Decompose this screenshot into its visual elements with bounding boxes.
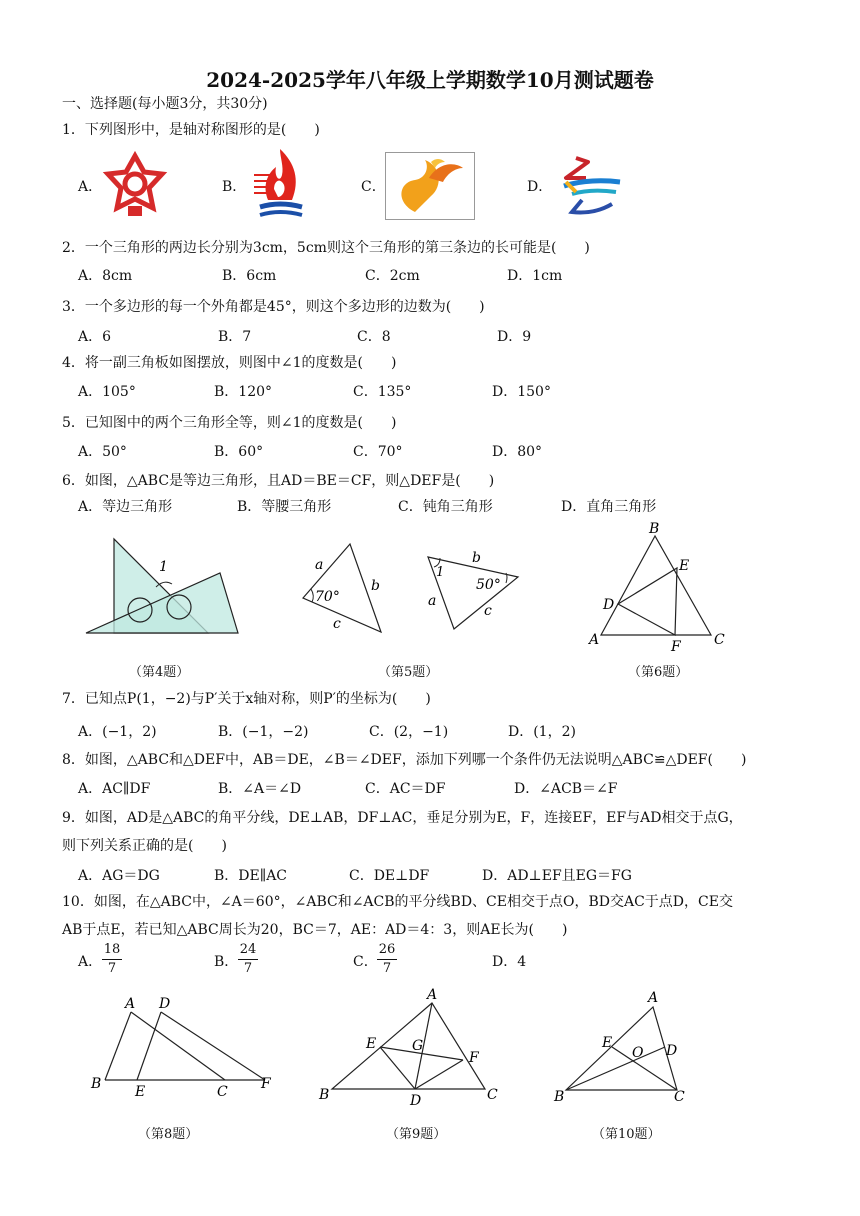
figure-q5-triangle-left: [295, 538, 395, 642]
q4-option-c: C．135°: [353, 384, 412, 400]
q10-c-numerator: 26: [378, 942, 396, 957]
section-heading: 一、选择题(每小题3分，共30分): [62, 96, 268, 112]
q8-option-a: A．AC∥DF: [78, 781, 151, 797]
question-8-stem: 8．如图，△ABC和△DEF中，AB＝DE，∠B＝∠DEF，添加下列哪一个条件仍无法说明△ABC≌△DEF( ): [62, 752, 747, 768]
q10-b-numerator: 24: [239, 942, 257, 957]
q7-option-a: A．(−1，2): [78, 724, 157, 740]
q10-option-c: C．: [353, 954, 378, 970]
q3-option-a: A．6: [78, 329, 112, 345]
q9-option-d: D．AD⊥EF且EG＝FG: [482, 868, 632, 884]
q7-option-c: C．(2，−1): [369, 724, 449, 740]
q8-option-b: B．∠A＝∠D: [218, 781, 302, 797]
fig9-label-G: G: [412, 1038, 424, 1054]
fig5-right-angle-1: 1: [436, 565, 445, 580]
q1-option-c: C．: [361, 179, 386, 195]
fig5-left-side-a: a: [315, 557, 324, 573]
fig9-label-D: D: [410, 1093, 422, 1109]
fig6-label-D: D: [603, 597, 615, 613]
figure-q6-equilateral-triangle: [585, 520, 730, 659]
fig8-label-B: B: [91, 1076, 102, 1092]
q1-option-b: B．: [222, 179, 247, 195]
fig5-right-side-b: b: [472, 550, 481, 566]
fig10-label-A: A: [648, 990, 659, 1006]
question-6-stem: 6．如图，△ABC是等边三角形，且AD＝BE＝CF，则△DEF是( ): [62, 473, 495, 489]
fig5-left-side-c: c: [333, 616, 341, 632]
q10-c-denominator: 7: [382, 961, 392, 976]
caption-q6: （第6题）: [628, 665, 689, 680]
fig6-label-A: A: [589, 632, 600, 648]
fig8-label-A: A: [125, 996, 136, 1012]
question-7-stem: 7．已知点P(1，−2)与P′关于x轴对称，则P′的坐标为( ): [62, 691, 431, 707]
q10-option-b-fraction: [238, 942, 258, 977]
question-10-stem-line1: 10．如图，在△ABC中，∠A＝60°，∠ABC和∠ACB的平分线BD、CE相交于点O，BD交AC于点D，CE交: [62, 894, 733, 910]
q1-option-a: A．: [78, 179, 103, 195]
fig10-label-D: D: [666, 1043, 678, 1059]
fig5-left-side-b: b: [371, 578, 380, 594]
fig8-label-C: C: [217, 1084, 228, 1100]
fig9-label-A: A: [427, 987, 438, 1003]
q9-option-b: B．DE∥AC: [214, 868, 288, 884]
q10-option-d: D．4: [492, 954, 527, 970]
fig10-label-B: B: [554, 1089, 565, 1105]
q8-option-c: C．AC＝DF: [365, 781, 446, 797]
fig4-angle-label: 1: [159, 559, 168, 575]
figure-q4-triangle-rulers: [80, 535, 245, 644]
q3-option-b: B．7: [218, 329, 252, 345]
q4-option-b: B．120°: [214, 384, 273, 400]
q5-option-a: A．50°: [78, 444, 127, 460]
question-9-stem-line1: 9．如图，AD是△ABC的角平分线，DE⊥AB，DF⊥AC，垂足分别为E，F，连接EF，EF与AD相交于点G，: [62, 810, 743, 826]
fig9-label-E: E: [366, 1036, 377, 1052]
fig5-right-angle: 50°: [476, 577, 501, 593]
q8-option-d: D．∠ACB＝∠F: [514, 781, 618, 797]
q3-option-d: D．9: [497, 329, 532, 345]
q2-option-d: D．1cm: [507, 268, 563, 284]
caption-q8: （第8题）: [138, 1127, 199, 1142]
fig10-label-O: O: [632, 1045, 644, 1061]
fig9-label-C: C: [487, 1087, 498, 1103]
q2-option-a: A．8cm: [78, 268, 133, 284]
q6-option-d: D．直角三角形: [561, 499, 657, 515]
fig6-label-F: F: [671, 639, 681, 655]
question-2-stem: 2．一个三角形的两边长分别为3cm，5cm则这个三角形的第三条边的长可能是( ): [62, 240, 590, 256]
q10-a-denominator: 7: [107, 961, 117, 976]
q2-option-b: B．6cm: [222, 268, 277, 284]
fig6-label-B: B: [649, 521, 660, 537]
question-4-stem: 4．将一副三角板如图摆放，则图中∠1的度数是( ): [62, 355, 397, 371]
q5-option-d: D．80°: [492, 444, 543, 460]
fig8-label-E: E: [135, 1084, 146, 1100]
fig8-label-D: D: [159, 996, 171, 1012]
figure-q8-two-triangles: [85, 990, 280, 1109]
q10-option-a-fraction: [102, 942, 122, 977]
q1-logo-c-image: [385, 152, 475, 224]
q9-option-a: A．AG＝DG: [78, 868, 160, 884]
caption-q9: （第9题）: [386, 1127, 447, 1142]
q10-option-c-fraction: [377, 942, 397, 977]
q5-option-b: B．60°: [214, 444, 264, 460]
q10-option-a: A．: [78, 954, 103, 970]
figure-q10-bisectors: [550, 985, 695, 1114]
q9-option-c: C．DE⊥DF: [349, 868, 430, 884]
fig9-label-B: B: [319, 1087, 330, 1103]
question-10-stem-line2: AB于点E，若已知△ABC周长为20，BC＝7，AE：AD＝4：3，则AE长为( ): [62, 922, 568, 938]
q6-option-b: B．等腰三角形: [237, 499, 332, 515]
caption-q5: （第5题）: [378, 665, 439, 680]
q1-option-d: D．: [527, 179, 553, 195]
q4-option-a: A．105°: [78, 384, 136, 400]
fig8-label-F: F: [261, 1076, 271, 1092]
fig5-left-angle: 70°: [315, 589, 340, 605]
q1-logo-a-image: [100, 150, 170, 224]
question-9-stem-line2: 则下列关系正确的是( ): [62, 838, 227, 854]
q10-a-numerator: 18: [103, 942, 121, 957]
fig10-label-E: E: [602, 1035, 613, 1051]
fig5-right-side-c: c: [484, 603, 492, 619]
fig9-label-F: F: [469, 1050, 479, 1066]
q5-option-c: C．70°: [353, 444, 403, 460]
q1-logo-d-image: [552, 152, 624, 226]
fig6-label-C: C: [714, 632, 725, 648]
q4-option-d: D．150°: [492, 384, 551, 400]
question-1-stem: 1．下列图形中，是轴对称图形的是( ): [62, 122, 320, 138]
q6-option-a: A．等边三角形: [78, 499, 173, 515]
figure-q5-triangle-right: [420, 545, 525, 639]
fig10-label-C: C: [674, 1089, 685, 1105]
q7-option-d: D．(1，2): [508, 724, 576, 740]
q2-option-c: C．2cm: [365, 268, 420, 284]
fig5-right-side-a: a: [428, 593, 437, 609]
question-5-stem: 5．已知图中的两个三角形全等，则∠1的度数是( ): [62, 415, 397, 431]
figure-q9-angle-bisector: [315, 985, 505, 1114]
q7-option-b: B．(−1，−2): [218, 724, 309, 740]
fig6-label-E: E: [679, 558, 690, 574]
page-title: 2024-2025学年八年级上学期数学10月测试题卷: [206, 68, 654, 92]
caption-q10: （第10题）: [592, 1127, 661, 1142]
q10-b-denominator: 7: [243, 961, 253, 976]
q1-logo-b-image: [250, 145, 310, 231]
caption-q4: （第4题）: [129, 665, 190, 680]
q6-option-c: C．钝角三角形: [398, 499, 493, 515]
q3-option-c: C．8: [357, 329, 391, 345]
question-3-stem: 3．一个多边形的每一个外角都是45°，则这个多边形的边数为( ): [62, 299, 485, 315]
q10-option-b: B．: [214, 954, 239, 970]
